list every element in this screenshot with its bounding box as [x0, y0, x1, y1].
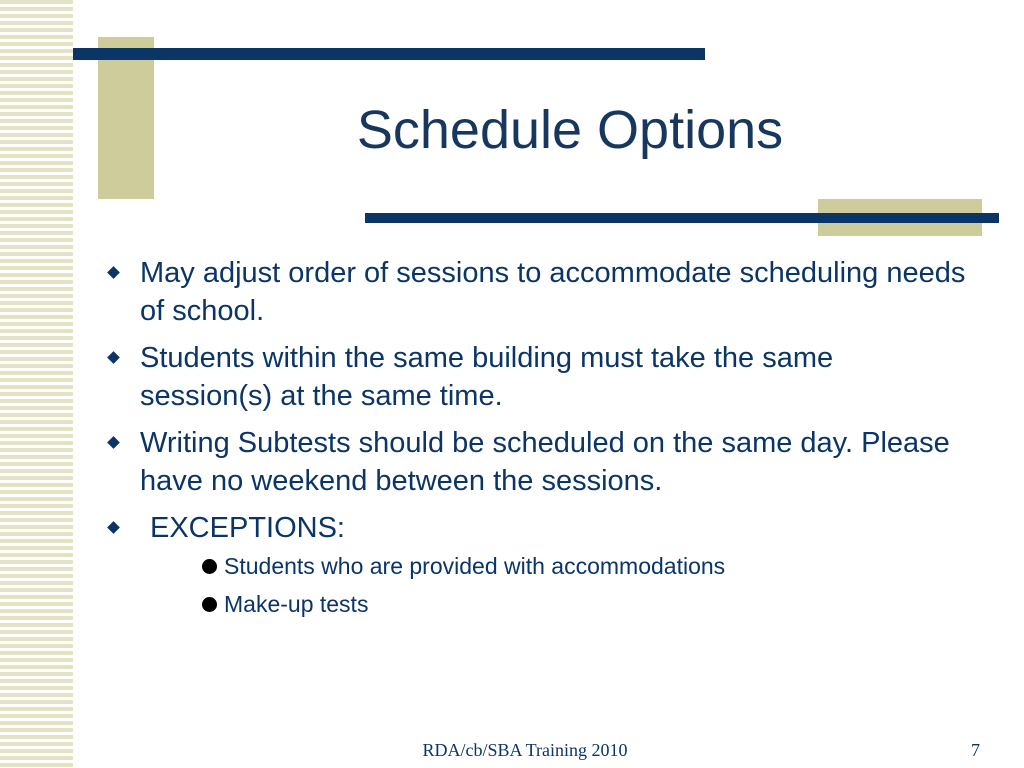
bullet-item: [100, 424, 970, 500]
diamond-bullet-icon: [107, 436, 120, 449]
sub-bullet-text: Make-up tests: [224, 591, 369, 617]
striped-left-border: [0, 0, 73, 768]
sub-bullet-item: [100, 549, 970, 583]
exceptions-heading: EXCEPTIONS:: [150, 512, 345, 544]
round-bullet-icon: [202, 597, 217, 612]
bullet-item-exceptions: [100, 509, 970, 547]
bullet-text: Students within the same building must take the same session(s) at the same time.: [140, 342, 834, 412]
diamond-bullet-icon: [107, 266, 120, 279]
sub-bullet-text: Students who are provided with accommodations: [224, 553, 726, 579]
page-number: 7: [971, 740, 980, 760]
diamond-bullet-icon: [107, 521, 120, 534]
slide-footer: RDA/cb/SBA Training 2010: [422, 740, 628, 760]
decor-navy-line-bottom: [365, 213, 999, 223]
bullet-text: May adjust order of sessions to accommodate scheduling needs of school.: [140, 257, 966, 327]
bullet-item: [100, 254, 970, 330]
diamond-bullet-icon: [107, 351, 120, 364]
round-bullet-icon: [202, 559, 217, 574]
decor-tan-block-top: [98, 37, 154, 199]
sub-bullet-item: [100, 587, 970, 621]
slide-title: Schedule Options: [356, 100, 784, 160]
bullet-list: [100, 254, 970, 625]
decor-navy-line-top: [73, 48, 705, 60]
bullet-text: Writing Subtests should be scheduled on the same day. Please have no weekend between the sessions.: [140, 427, 950, 497]
bullet-item: [100, 339, 970, 415]
